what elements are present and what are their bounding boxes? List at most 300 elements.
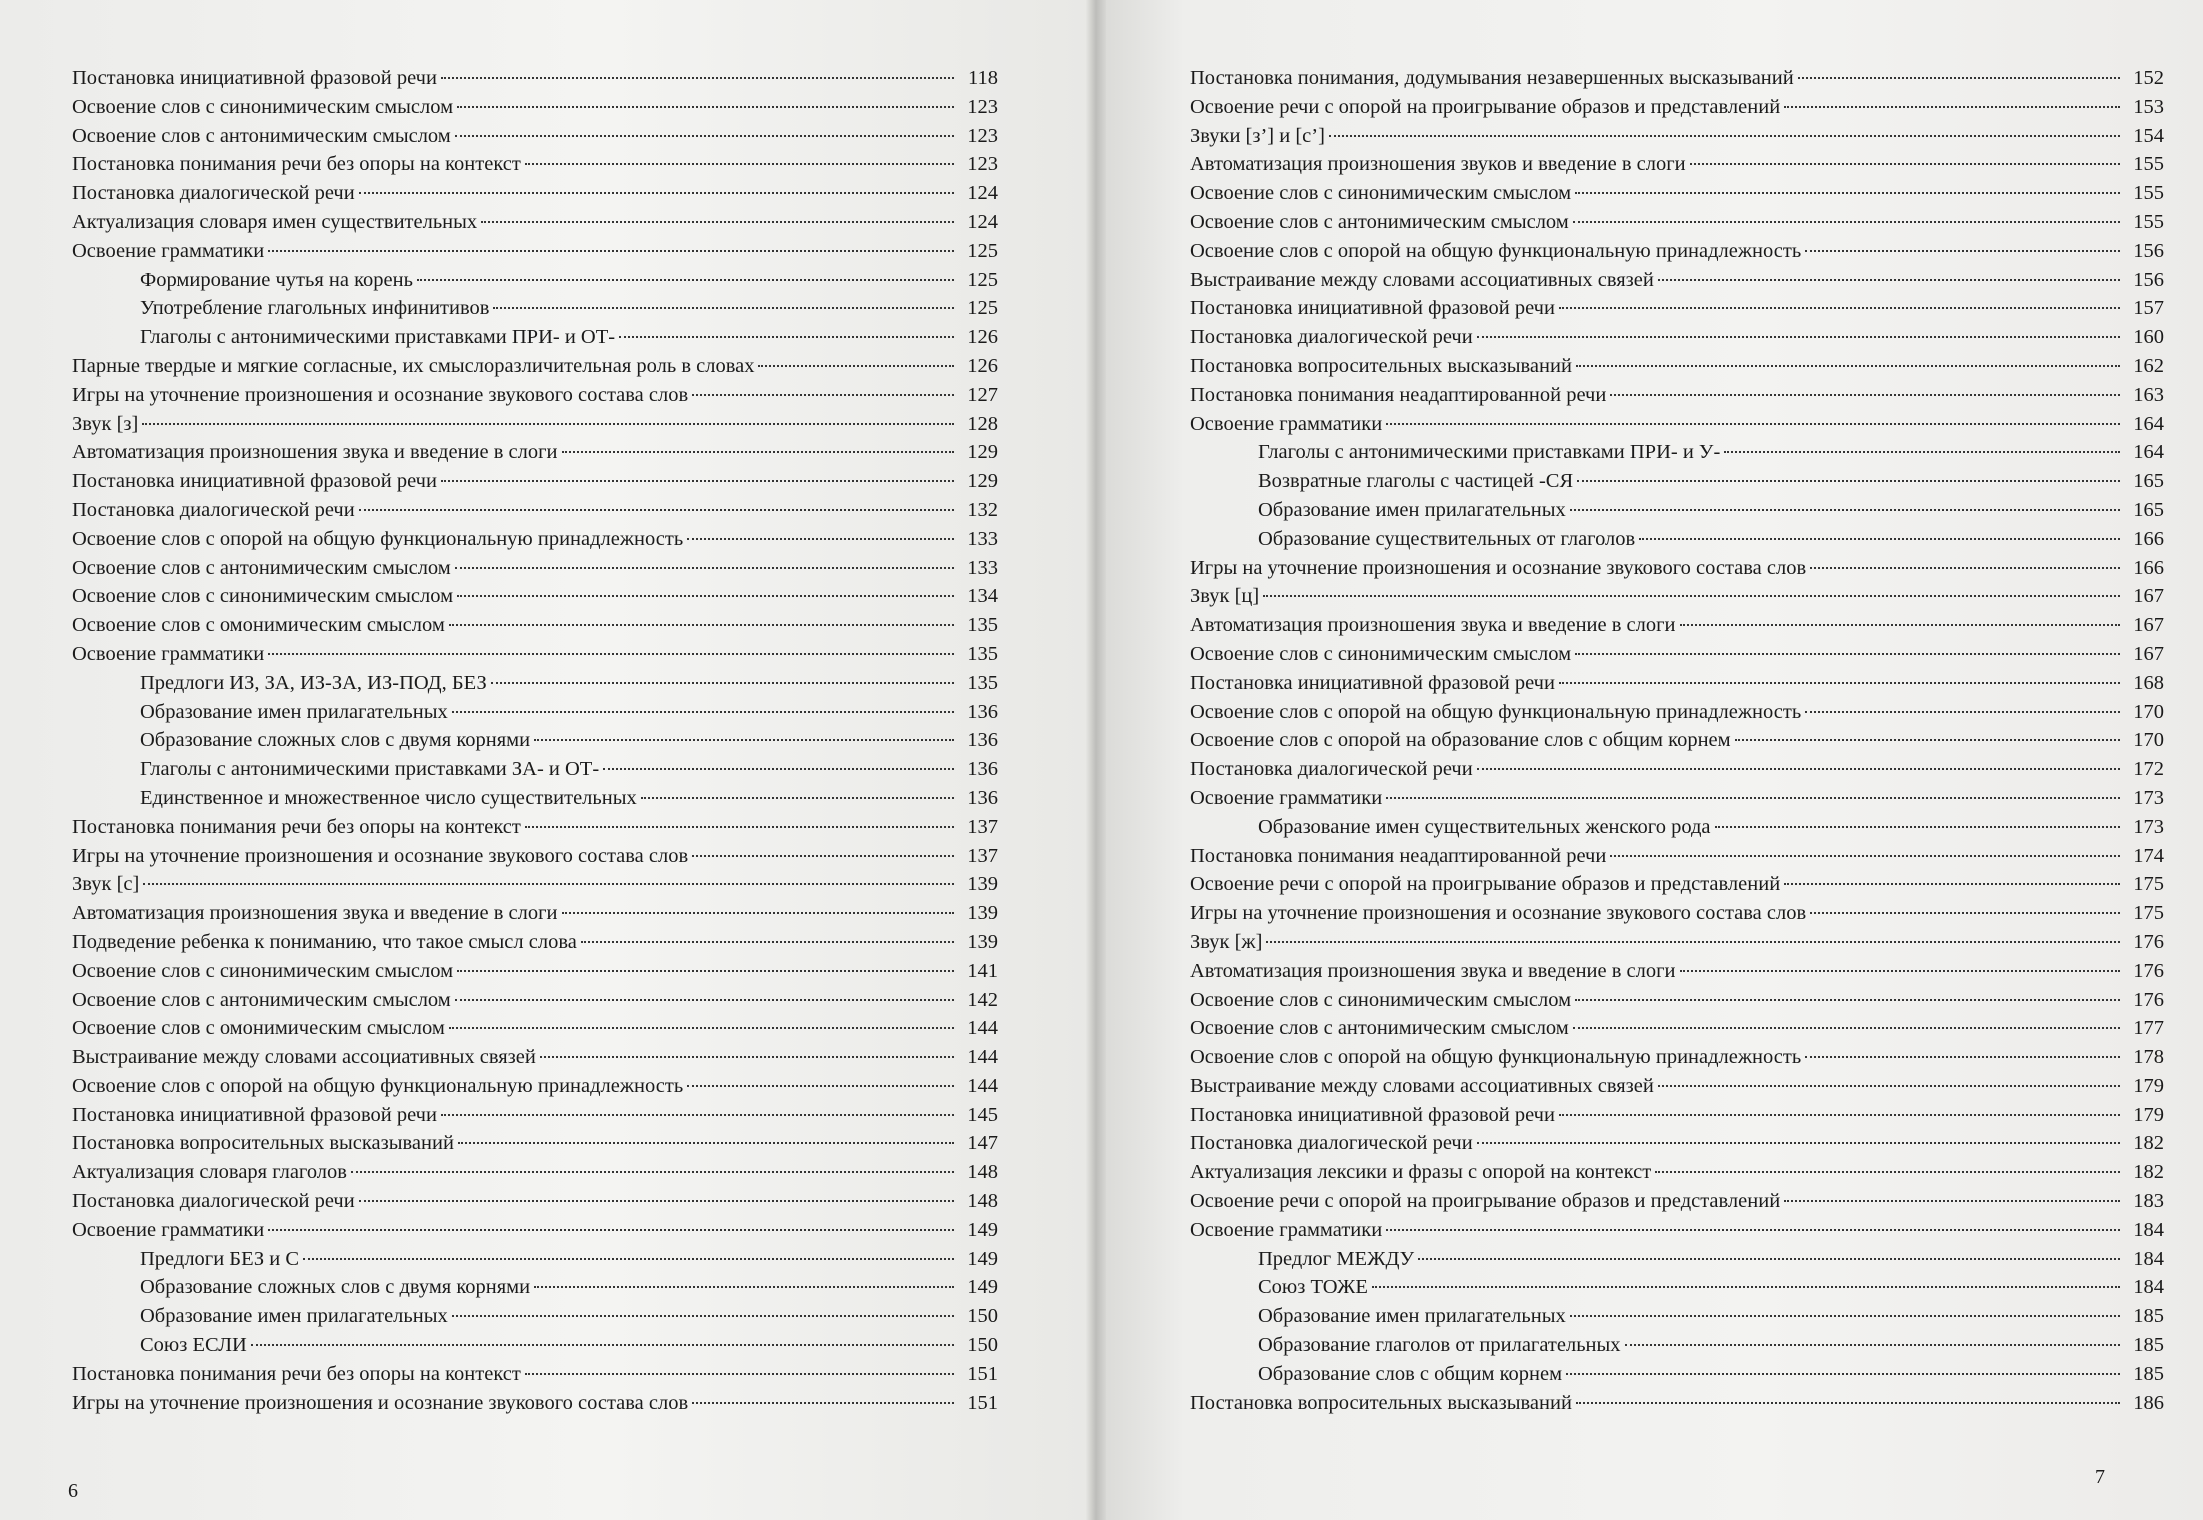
toc-entry-page-number: 177: [2133, 1017, 2164, 1040]
toc-entry: [1190, 179, 2164, 208]
toc-entry-title: Освоение слов с опорой на общую функциональную принадлежность: [72, 527, 684, 550]
toc-entry-page-number: 167: [2133, 614, 2164, 637]
toc-entry-page-number: 175: [2133, 873, 2164, 896]
dot-leader: [268, 250, 954, 252]
toc-entry-page-number: 160: [2133, 326, 2164, 349]
toc-entry-page-number: 148: [967, 1161, 998, 1184]
dot-leader: [455, 999, 954, 1001]
toc-entry-title: Союз ТОЖЕ: [1258, 1276, 1368, 1299]
toc-entry: [1190, 237, 2164, 266]
toc-entry: [1190, 928, 2164, 957]
toc-entry-title: Постановка диалогической речи: [1190, 1132, 1473, 1155]
dot-leader: [562, 451, 954, 453]
dot-leader: [1805, 711, 2120, 713]
toc-entry-title: Игры на уточнение произношения и осознание звукового состава слов: [1190, 902, 1807, 925]
dot-leader: [1386, 1229, 2120, 1231]
toc-entry-page-number: 176: [2133, 959, 2164, 982]
toc-subentry: [72, 755, 998, 784]
toc-entry-page-number: 123: [967, 124, 998, 147]
dot-leader: [1680, 970, 2120, 972]
toc-entry-page-number: 163: [2133, 383, 2164, 406]
dot-leader: [525, 826, 954, 828]
toc-entry-title: Актуализация лексики и фразы с опорой на контекст: [1190, 1161, 1652, 1184]
dot-leader: [1575, 653, 2120, 655]
dot-leader: [581, 941, 954, 943]
toc-entry-page-number: 135: [967, 642, 998, 665]
dot-leader: [534, 739, 954, 741]
toc-entry-title: Единственное и множественное число существительных: [140, 786, 637, 809]
toc-entry-page-number: 166: [2133, 556, 2164, 579]
toc-entry-title: Освоение речи с опорой на проигрывание образов и представлений: [1190, 1190, 1781, 1213]
dot-leader: [457, 970, 954, 972]
toc-entry-title: Освоение речи с опорой на проигрывание образов и представлений: [1190, 95, 1781, 118]
toc-entry-page-number: 125: [967, 297, 998, 320]
toc-entry-title: Звук [ц]: [1190, 585, 1260, 608]
toc-entry-title: Автоматизация произношения звука и введение в слоги: [72, 902, 558, 925]
dot-leader: [455, 135, 954, 137]
toc-entry-title: Звук [з]: [72, 412, 139, 435]
dot-leader: [1724, 451, 2120, 453]
toc-entry: [1190, 208, 2164, 237]
toc-entry-page-number: 184: [2133, 1276, 2164, 1299]
toc-entry: [1190, 1389, 2164, 1418]
toc-entry-title: Постановка инициативной фразовой речи: [1190, 671, 1555, 694]
toc-entry-title: Глаголы с антонимическими приставками ЗА- и ОТ-: [140, 758, 600, 781]
toc-entry: [72, 525, 998, 554]
toc-entry: [72, 467, 998, 496]
dot-leader: [1639, 538, 2120, 540]
toc-entry-title: Постановка понимания речи без опоры на контекст: [72, 815, 521, 838]
dot-leader: [481, 221, 954, 223]
toc-entry-title: Глаголы с антонимическими приставками ПРИ- и ОТ-: [140, 326, 616, 349]
toc-entry-page-number: 186: [2133, 1391, 2164, 1414]
toc-entry-title: Образование имен прилагательных: [140, 1305, 448, 1328]
toc-entry: [72, 813, 998, 842]
toc-entry-page-number: 155: [2133, 153, 2164, 176]
toc-entry-title: Освоение грамматики: [1190, 786, 1383, 809]
toc-entry-page-number: 154: [2133, 124, 2164, 147]
toc-subentry: [72, 1245, 998, 1274]
toc-entry-title: Постановка понимания речи без опоры на контекст: [72, 153, 521, 176]
toc-entry-page-number: 149: [967, 1276, 998, 1299]
toc-entry-page-number: 170: [2133, 700, 2164, 723]
toc-entry-page-number: 164: [2133, 412, 2164, 435]
toc-subentry: [72, 669, 998, 698]
toc-entry: [1190, 784, 2164, 813]
toc-entry: [72, 237, 998, 266]
toc-entry: [1190, 93, 2164, 122]
toc-entry-page-number: 134: [967, 585, 998, 608]
toc-list-left: [72, 64, 998, 1417]
toc-subentry: [72, 266, 998, 295]
dot-leader: [1570, 1315, 2120, 1317]
dot-leader: [1658, 1085, 2120, 1087]
toc-subentry: [72, 294, 998, 323]
dot-leader: [1573, 1027, 2120, 1029]
toc-entry: [72, 554, 998, 583]
toc-entry: [72, 1360, 998, 1389]
toc-entry-title: Образование имен прилагательных: [1258, 1305, 1566, 1328]
toc-entry-title: Возвратные глаголы с частицей -СЯ: [1258, 470, 1574, 493]
dot-leader: [359, 1200, 954, 1202]
toc-entry-page-number: 148: [967, 1190, 998, 1213]
toc-entry-title: Освоение слов с омонимическим смыслом: [72, 1017, 445, 1040]
toc-entry-title: Освоение слов с опорой на общую функциональную принадлежность: [1190, 700, 1802, 723]
dot-leader: [441, 1114, 954, 1116]
toc-entry-page-number: 133: [967, 527, 998, 550]
dot-leader: [562, 912, 954, 914]
toc-entry: [1190, 64, 2164, 93]
toc-entry-title: Постановка понимания, додумывания незавершенных высказываний: [1190, 67, 1794, 89]
toc-entry-page-number: 123: [967, 95, 998, 118]
dot-leader: [1559, 1114, 2120, 1116]
dot-leader: [268, 653, 954, 655]
toc-entry: [72, 93, 998, 122]
toc-entry: [72, 928, 998, 957]
toc-entry: [72, 611, 998, 640]
toc-entry: [1190, 1187, 2164, 1216]
dot-leader: [359, 192, 954, 194]
toc-subentry: [1190, 496, 2164, 525]
dot-leader: [525, 163, 954, 165]
toc-entry-title: Постановка понимания неадаптированной речи: [1190, 383, 1607, 406]
toc-entry-page-number: 165: [2133, 498, 2164, 521]
toc-entry-title: Освоение слов с синонимическим смыслом: [72, 95, 454, 118]
toc-entry: [72, 986, 998, 1015]
dot-leader: [457, 595, 954, 597]
toc-entry-title: Освоение слов с опорой на общую функциональную принадлежность: [1190, 1046, 1802, 1069]
dot-leader: [1559, 307, 2120, 309]
toc-entry-page-number: 157: [2133, 297, 2164, 320]
toc-entry-title: Постановка диалогической речи: [72, 1190, 355, 1213]
toc-entry-title: Освоение грамматики: [72, 642, 265, 665]
dot-leader: [525, 1373, 954, 1375]
toc-entry: [72, 179, 998, 208]
dot-leader: [1386, 423, 2120, 425]
toc-entry-page-number: 139: [967, 873, 998, 896]
toc-entry-title: Постановка инициативной фразовой речи: [1190, 1103, 1555, 1126]
toc-entry-page-number: 147: [967, 1132, 998, 1155]
dot-leader: [692, 1402, 954, 1404]
toc-entry: [72, 438, 998, 467]
toc-entry-title: Освоение слов с синонимическим смыслом: [72, 585, 454, 608]
toc-entry-title: Постановка инициативной фразовой речи: [1190, 297, 1555, 320]
dot-leader: [1805, 1056, 2120, 1058]
toc-entry-page-number: 144: [967, 1046, 998, 1069]
toc-entry-title: Образование сложных слов с двумя корнями: [140, 729, 531, 752]
toc-entry: [1190, 1014, 2164, 1043]
toc-entry-page-number: 164: [2133, 441, 2164, 464]
toc-entry-page-number: 172: [2133, 758, 2164, 781]
dot-leader: [1570, 509, 2120, 511]
dot-leader: [1386, 797, 2120, 799]
toc-entry-page-number: 124: [967, 210, 998, 233]
toc-entry-page-number: 151: [967, 1391, 998, 1414]
toc-entry-title: Освоение слов с синонимическим смыслом: [1190, 642, 1572, 665]
toc-entry-page-number: 155: [2133, 182, 2164, 205]
dot-leader: [143, 883, 954, 885]
toc-entry-title: Игры на уточнение произношения и осознание звукового состава слов: [72, 383, 689, 406]
toc-entry: [72, 1072, 998, 1101]
dot-leader: [1477, 336, 2120, 338]
toc-entry-title: Освоение слов с синонимическим смыслом: [72, 959, 454, 982]
toc-entry-title: Постановка инициативной фразовой речи: [72, 470, 437, 493]
toc-entry-page-number: 165: [2133, 470, 2164, 493]
toc-entry: [1190, 899, 2164, 928]
toc-entry-title: Глаголы с антонимическими приставками ПРИ- и У-: [1258, 441, 1721, 464]
toc-entry-page-number: 135: [967, 671, 998, 694]
dot-leader: [455, 567, 954, 569]
dot-leader: [1655, 1171, 2120, 1173]
dot-leader: [1263, 595, 2120, 597]
toc-entry: [1190, 150, 2164, 179]
toc-entry-page-number: 185: [2133, 1334, 2164, 1357]
dot-leader: [1715, 826, 2120, 828]
dot-leader: [1576, 365, 2120, 367]
toc-entry: [1190, 1072, 2164, 1101]
dot-leader: [1575, 192, 2120, 194]
left-page: [0, 0, 1096, 1520]
toc-entry-title: Игры на уточнение произношения и осознание звукового состава слов: [1190, 556, 1807, 579]
toc-entry-title: Предлоги ИЗ, ЗА, ИЗ-ЗА, ИЗ-ПОД, БЕЗ: [140, 671, 487, 694]
dot-leader: [1810, 912, 2120, 914]
toc-entry-page-number: 149: [967, 1247, 998, 1270]
toc-entry-page-number: 179: [2133, 1103, 2164, 1126]
toc-entry-title: Постановка вопросительных высказываний: [72, 1132, 454, 1155]
toc-entry-title: Союз ЕСЛИ: [140, 1334, 247, 1357]
dot-leader: [493, 307, 954, 309]
toc-entry-title: Образование имен существительных женского рода: [1258, 815, 1711, 838]
toc-entry-title: Образование имен прилагательных: [140, 700, 448, 723]
toc-entry-title: Автоматизация произношения звука и введение в слоги: [1190, 959, 1676, 982]
toc-entry-page-number: 173: [2133, 815, 2164, 838]
toc-entry-page-number: 141: [967, 959, 998, 982]
toc-entry: [1190, 1101, 2164, 1130]
right-page: [1096, 0, 2203, 1520]
toc-entry-page-number: 176: [2133, 988, 2164, 1011]
toc-entry: [72, 582, 998, 611]
toc-entry: [72, 1389, 998, 1418]
toc-entry-page-number: 149: [967, 1218, 998, 1241]
toc-entry-page-number: 125: [967, 239, 998, 262]
toc-entry: [1190, 381, 2164, 410]
toc-entry: [72, 410, 998, 439]
toc-subentry: [72, 1302, 998, 1331]
toc-subentry: [72, 698, 998, 727]
toc-entry-page-number: 176: [2133, 930, 2164, 953]
toc-entry-title: Постановка вопросительных высказываний: [1190, 1391, 1572, 1414]
toc-entry: [72, 640, 998, 669]
dot-leader: [1625, 1344, 2120, 1346]
toc-entry: [1190, 266, 2164, 295]
toc-entry-page-number: 174: [2133, 844, 2164, 867]
toc-entry: [1190, 323, 2164, 352]
toc-entry-title: Освоение слов с опорой на образование слов с общим корнем: [1190, 729, 1731, 752]
toc-entry-page-number: 167: [2133, 642, 2164, 665]
toc-entry-page-number: 178: [2133, 1046, 2164, 1069]
toc-entry-page-number: 137: [967, 815, 998, 838]
toc-entry: [1190, 669, 2164, 698]
toc-entry-title: Выстраивание между словами ассоциативных связей: [1190, 268, 1654, 291]
toc-entry-title: Постановка понимания речи без опоры на контекст: [72, 1362, 521, 1385]
toc-entry-page-number: 183: [2133, 1190, 2164, 1213]
toc-entry-page-number: 123: [967, 153, 998, 176]
toc-entry: [1190, 352, 2164, 381]
toc-subentry: [1190, 1360, 2164, 1389]
dot-leader: [452, 1315, 954, 1317]
toc-entry-page-number: 168: [2133, 671, 2164, 694]
toc-entry-page-number: 118: [968, 67, 998, 89]
dot-leader: [1266, 941, 2120, 943]
toc-entry: [1190, 1216, 2164, 1245]
toc-entry-page-number: 126: [967, 326, 998, 349]
toc-entry-title: Звуки [з’] и [с’]: [1190, 124, 1325, 147]
toc-entry-title: Образование глаголов от прилагательных: [1258, 1334, 1621, 1357]
toc-entry-page-number: 124: [967, 182, 998, 205]
toc-entry: [72, 1101, 998, 1130]
toc-entry-page-number: 133: [967, 556, 998, 579]
toc-entry-title: Употребление глагольных инфинитивов: [140, 297, 490, 320]
toc-entry-title: Автоматизация произношения звуков и введение в слоги: [1190, 153, 1686, 176]
dot-leader: [452, 711, 954, 713]
dot-leader: [534, 1286, 954, 1288]
toc-entry-page-number: 184: [2133, 1247, 2164, 1270]
dot-leader: [1329, 135, 2120, 137]
toc-entry-title: Постановка понимания неадаптированной речи: [1190, 844, 1607, 867]
toc-entry: [1190, 122, 2164, 151]
toc-entry-page-number: 142: [967, 988, 998, 1011]
toc-entry-title: Освоение слов с антонимическим смыслом: [72, 124, 451, 147]
toc-entry-title: Освоение слов с синонимическим смыслом: [1190, 182, 1572, 205]
toc-entry-page-number: 185: [2133, 1305, 2164, 1328]
toc-entry-page-number: 182: [2133, 1161, 2164, 1184]
toc-entry-title: Актуализация словаря глаголов: [72, 1161, 347, 1184]
toc-entry-title: Освоение речи с опорой на проигрывание образов и представлений: [1190, 873, 1781, 896]
toc-entry-page-number: 135: [967, 614, 998, 637]
toc-entry-page-number: 144: [967, 1074, 998, 1097]
toc-entry-title: Постановка диалогической речи: [1190, 758, 1473, 781]
toc-entry-title: Образование имен прилагательных: [1258, 498, 1566, 521]
toc-entry-page-number: 182: [2133, 1132, 2164, 1155]
dot-leader: [687, 1085, 954, 1087]
dot-leader: [1372, 1286, 2120, 1288]
dot-leader: [603, 768, 954, 770]
toc-entry: [1190, 554, 2164, 583]
dot-leader: [692, 855, 954, 857]
dot-leader: [491, 682, 954, 684]
dot-leader: [1798, 77, 2120, 79]
dot-leader: [1810, 567, 2120, 569]
dot-leader: [142, 423, 954, 425]
dot-leader: [1477, 768, 2120, 770]
dot-leader: [449, 1027, 954, 1029]
toc-entry-title: Формирование чутья на корень: [140, 268, 413, 291]
toc-subentry: [1190, 1273, 2164, 1302]
dot-leader: [457, 106, 954, 108]
toc-entry-title: Предлоги БЕЗ и С: [140, 1247, 300, 1270]
toc-entry-page-number: 136: [967, 786, 998, 809]
toc-entry-page-number: 184: [2133, 1218, 2164, 1241]
toc-entry: [1190, 726, 2164, 755]
toc-entry-page-number: 136: [967, 758, 998, 781]
toc-subentry: [1190, 438, 2164, 467]
toc-entry-page-number: 144: [967, 1017, 998, 1040]
toc-entry-page-number: 150: [967, 1305, 998, 1328]
toc-entry: [1190, 294, 2164, 323]
toc-entry-title: Постановка диалогической речи: [72, 498, 355, 521]
toc-entry: [72, 496, 998, 525]
toc-entry: [1190, 870, 2164, 899]
toc-entry: [1190, 842, 2164, 871]
toc-entry: [72, 957, 998, 986]
toc-entry: [1190, 986, 2164, 1015]
toc-entry-page-number: 137: [967, 844, 998, 867]
toc-subentry: [1190, 1245, 2164, 1274]
dot-leader: [1610, 394, 2120, 396]
toc-entry-page-number: 162: [2133, 354, 2164, 377]
toc-subentry: [1190, 1331, 2164, 1360]
toc-entry-page-number: 139: [967, 902, 998, 925]
toc-entry-title: Освоение слов с опорой на общую функциональную принадлежность: [1190, 239, 1802, 262]
toc-entry-page-number: 179: [2133, 1074, 2164, 1097]
page-number-left: 6: [68, 1480, 78, 1502]
toc-entry-title: Звук [ж]: [1190, 930, 1263, 953]
toc-entry-page-number: 127: [967, 383, 998, 406]
toc-entry-title: Парные твердые и мягкие согласные, их смыслоразличительная роль в словах: [72, 354, 755, 377]
toc-entry: [1190, 1158, 2164, 1187]
dot-leader: [351, 1171, 954, 1173]
toc-entry: [72, 1129, 998, 1158]
toc-entry-page-number: 151: [967, 1362, 998, 1385]
toc-entry: [1190, 1043, 2164, 1072]
toc-entry: [1190, 640, 2164, 669]
toc-subentry: [72, 784, 998, 813]
dot-leader: [268, 1229, 954, 1231]
toc-subentry: [1190, 467, 2164, 496]
dot-leader: [1573, 221, 2120, 223]
toc-subentry: [72, 323, 998, 352]
toc-entry: [1190, 957, 2164, 986]
page-number-right: 7: [2095, 1466, 2105, 1488]
toc-entry-title: Постановка диалогической речи: [1190, 326, 1473, 349]
dot-leader: [251, 1344, 954, 1346]
dot-leader: [441, 77, 954, 79]
toc-entry-page-number: 126: [967, 354, 998, 377]
dot-leader: [619, 336, 954, 338]
dot-leader: [540, 1056, 954, 1058]
toc-entry-page-number: 145: [967, 1103, 998, 1126]
dot-leader: [417, 279, 954, 281]
dot-leader: [449, 624, 954, 626]
toc-entry: [72, 899, 998, 928]
toc-entry: [1190, 410, 2164, 439]
toc-entry-title: Освоение слов с антонимическим смыслом: [1190, 1017, 1569, 1040]
toc-entry: [1190, 611, 2164, 640]
toc-entry-page-number: 156: [2133, 239, 2164, 262]
dot-leader: [1805, 250, 2120, 252]
toc-entry: [72, 842, 998, 871]
toc-entry-title: Освоение грамматики: [72, 239, 265, 262]
dot-leader: [1566, 1373, 2120, 1375]
dot-leader: [1735, 739, 2120, 741]
toc-entry-title: Освоение слов с опорой на общую функциональную принадлежность: [72, 1074, 684, 1097]
toc-entry-page-number: 150: [967, 1334, 998, 1357]
toc-entry-title: Игры на уточнение произношения и осознание звукового состава слов: [72, 844, 689, 867]
toc-entry-page-number: 136: [967, 700, 998, 723]
toc-subentry: [72, 1273, 998, 1302]
toc-subentry: [1190, 813, 2164, 842]
toc-subentry: [72, 726, 998, 755]
